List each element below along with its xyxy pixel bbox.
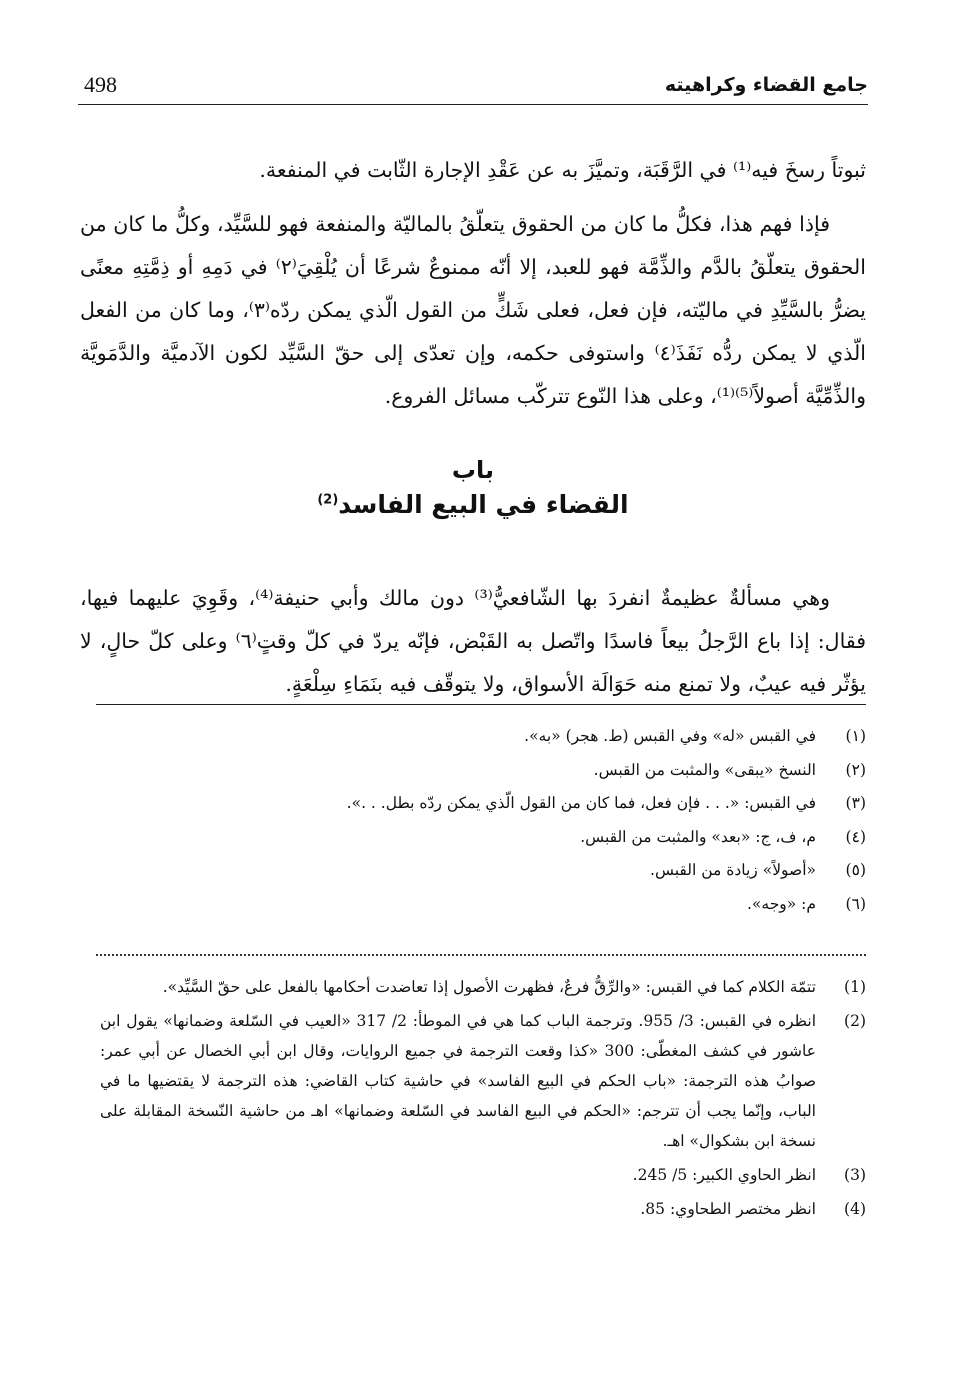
footnote-number: (١) <box>845 727 866 745</box>
footnote-number: (1) <box>844 978 866 996</box>
footnote-number: (3) <box>844 1166 866 1184</box>
footnote-number: (٢) <box>845 760 866 779</box>
chapter-title-wrap <box>80 490 866 519</box>
footnote-text: «أصولاً» زيادة من القبس. <box>650 861 816 879</box>
footnote-text: م، ف، ج: «بعد» والمثبت من القبس. <box>580 827 816 846</box>
chapter-label: باب <box>451 456 495 484</box>
footnote-text: انظر مختصر الطحاوي: 85. <box>640 1200 816 1218</box>
footnote-text: في القبس: «. . . فإن فعل، فما كان من القول الّذي يمكن ردّه بطل. . .». <box>346 794 816 812</box>
footnote-number: (٥) <box>845 861 866 879</box>
chapter-title-footnote-ref: (2) <box>317 492 339 508</box>
footnote-separator <box>96 704 866 705</box>
paragraph-1: ثبوتاً رسخَ فيه⁽¹⁾ في الرَّقَبَة، وتميَّزَ به عن عَقْدِ الإجارة الثّابت في المنفعة. <box>259 157 866 182</box>
footnotes-author <box>100 972 866 1228</box>
chapter-title: القضاء في البيع الفاسد <box>338 490 629 519</box>
footnote-item <box>100 972 866 1002</box>
footnote-number: (٦) <box>845 894 866 913</box>
footnote-item <box>100 1194 866 1224</box>
footnote-number: (2) <box>844 1012 866 1030</box>
footnote-text: م: «وجه». <box>746 894 816 913</box>
footnote-number: (٤) <box>845 827 866 846</box>
paragraph-2: فإذا فهم هذا، فكلُّ ما كان من الحقوق يتعلّقُ بالماليّة والمنفعة فهو للسَّيِّد، وكلُّ ما كان من الحقوق يتعلّقُ بالدَّم والذِّمَّة فهو للعبد، إلا أنّه ممنوعٌ شرعًا أن يُلْقِيَ⁽٢⁾ في دَمِهِ أو ذِمَّتِهِ معنًى يضرُّ بالسَّيِّدِ في ماليّته، فإن فعل، فعلى شَكٍّ من القول الّذي يمكن ردّه⁽٣⁾، وما كان من الفعل الّذي لا يمكن ردُّه نَفَذَ⁽٤⁾ واستوفى حكمه، وإن تعدّى إلى حقّ السَّيِّد لكون الآدميَّة والدَّمَويَّة والذِّمِّيَّة أصولاً⁽⁵⁾⁽¹⁾، وعلى هذا النّوع تتركّب مسائل الفروع. <box>80 211 866 408</box>
footnote-text: انظر الحاوي الكبير: 5/ 245. <box>632 1166 816 1184</box>
footnote-item <box>100 823 866 857</box>
footnote-text: انظره في القبس: 3/ 955. وترجمة الباب كما هي في الموطأ: 2/ 317 «العيب في السّلعة وضمانها» يقول ابن عاشور في كشف المغطّى: 300 «كذا وقعت الترجمة في جميع الروايات، وقال ابن أبي الخصال عن أبي عمر: صوابُ هذه الترجمة: «باب الحكم في البيع الفاسد» في حاشية كتاب القاضي: هذه الترجمة لا يقتضيها ما في الباب، وإنّما يجب أن تترجم: «الحكم في البيع الفاسد في السّلعة وضمانها» اهـ من حاشية النّسخة المقابلة على نسخة ابن بشكوال» اهـ. <box>100 1012 816 1150</box>
footnotes-editor <box>100 722 866 923</box>
page-number: 498 <box>84 72 117 97</box>
footnote-number: (4) <box>844 1200 866 1218</box>
footnote-text: تتمّة الكلام كما في القبس: «والرِّقُّ فرعٌ، فظهرت الأصول إذا تعاضدت أحكامها بالفعل على حقّ السَّيِّد». <box>162 978 816 996</box>
footnote-item <box>100 1160 866 1190</box>
paragraph-3: وهي مسألةٌ عظيمةٌ انفردَ بها الشّافعيُّ⁽³⁾ دون مالك وأبي حنيفة⁽⁴⁾، وقَوِيَ عليهما فيها، فقال: إذا باع الرَّجلُ بيعاً فاسدًا واتّصل به القَبْض، فإنّه يردّ في كلّ وقتٍ⁽٦⁾ وعلى كلّ حالٍ، لا يؤثّر فيه عيبٌ، ولا تمنع منه حَوَالَة الأسواق، ولا يتوقّف فيه بنَمَاءِ سِلْعَةٍ. <box>80 585 866 696</box>
footnote-number: (٣) <box>845 794 866 812</box>
footnote-item <box>100 789 866 823</box>
page-header <box>78 70 868 105</box>
footnote-item <box>100 890 866 924</box>
footnote-item <box>100 1006 866 1156</box>
footnote-text: في القبس «له» وفي القبس (ط. هجر) «به». <box>524 727 816 745</box>
dotted-separator <box>96 954 866 956</box>
footnote-item <box>100 856 866 890</box>
footnote-item <box>100 756 866 790</box>
running-title: جامع القضاء وكراهيته <box>664 74 868 96</box>
footnote-item <box>100 722 866 756</box>
footnote-text: النسخ «يبقى» والمثبت من القبس. <box>593 760 816 779</box>
